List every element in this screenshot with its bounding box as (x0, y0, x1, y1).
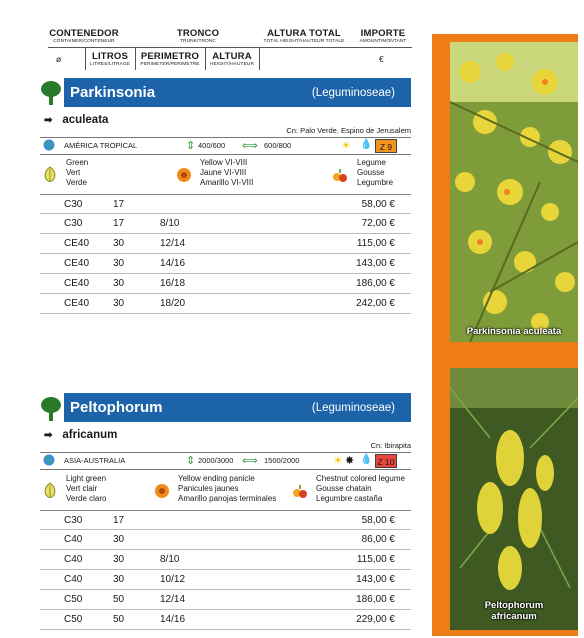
row-price: 115,00 € (356, 238, 395, 249)
column-header (48, 28, 412, 74)
row-litres: 30 (113, 554, 125, 565)
row-perimeter: 8/10 (160, 554, 180, 565)
header-contenedor-sub: CONTAINER/CONTENEUR (53, 39, 115, 44)
row-perimeter: 16/18 (160, 278, 186, 289)
row-container: CE40 (64, 238, 90, 249)
row-litres: 17 (113, 218, 125, 229)
row-litres: 30 (113, 534, 125, 545)
row-perimeter: 18/20 (160, 298, 186, 309)
half-shade-icon: ✸ (345, 455, 355, 467)
arrow-right-icon: ➡ (44, 429, 53, 441)
row-price: 143,00 € (356, 258, 395, 269)
width-range: 600/800 (264, 141, 292, 150)
common-name: Cn: Ibirapita (370, 441, 411, 450)
row-container: CE40 (64, 298, 90, 309)
tree-icon (40, 396, 62, 422)
table-row (40, 254, 411, 274)
diameter-symbol: ø (56, 54, 62, 64)
header-litros: LITROS (91, 51, 129, 62)
row-price: 86,00 € (361, 534, 395, 545)
table-row (40, 530, 411, 550)
fruit-en: Legume (357, 158, 386, 167)
photo-caption-line2: africanum (491, 611, 537, 622)
flower-icon (154, 483, 170, 502)
flower-fr: Jaune VI-VIII (200, 168, 247, 177)
row-price: 58,00 € (361, 515, 395, 526)
species-line (44, 429, 117, 441)
fruit-en: Chestnut colored legume (316, 474, 405, 483)
flower-es: Amarillo panojas terminales (178, 494, 277, 503)
photo-strip (432, 34, 578, 636)
water-drop-icon: 💧 (360, 454, 373, 465)
header-altura: ALTURA (212, 51, 252, 62)
header-perimetro-sub: PERIMETER/PERIMETRE (140, 62, 200, 67)
flower-icon (176, 167, 192, 186)
section-bar-parkinsonia (64, 78, 411, 107)
row-price: 186,00 € (356, 594, 395, 605)
zone-badge: Z 10 (375, 454, 397, 468)
row-container: C50 (64, 614, 83, 625)
row-container: C40 (64, 534, 83, 545)
row-litres: 30 (113, 238, 125, 249)
table-row (40, 550, 411, 570)
photo-caption: Parkinsonia aculeata (466, 326, 562, 337)
row-perimeter: 12/14 (160, 594, 186, 605)
row-container: C40 (64, 574, 83, 585)
genus-name: Parkinsonia (70, 84, 156, 101)
row-perimeter: 10/12 (160, 574, 186, 585)
origin: ASIA-AUSTRALIA (64, 456, 126, 465)
leaf-fr: Vert clair (66, 484, 98, 493)
row-litres: 50 (113, 594, 125, 605)
row-container: C30 (64, 218, 83, 229)
height-range: 400/600 (198, 141, 226, 150)
water-drop-icon: 💧 (360, 139, 373, 150)
arrow-right-icon: ➡ (44, 114, 53, 126)
characteristics (40, 158, 411, 192)
header-altura-total-sub: TOTAL HEIGHT/HAUTEUR TOTALE (263, 39, 345, 44)
family-name: (Leguminoseae) (311, 401, 395, 414)
table-row (40, 274, 411, 294)
table-row (40, 590, 411, 610)
characteristics (40, 474, 411, 508)
flower-fr: Panicules jaunes (178, 484, 239, 493)
row-litres: 30 (113, 298, 125, 309)
height-range: 2000/3000 (198, 456, 234, 465)
photo-caption (450, 600, 578, 622)
sun-icon: ☀ (333, 455, 343, 467)
row-container: C50 (64, 594, 83, 605)
zone-badge: Z 9 (375, 139, 397, 153)
header-importe-sub: AMOUNT/MONTANT (359, 39, 407, 44)
genus-name: Peltophorum (70, 399, 163, 416)
row-price: 242,00 € (356, 298, 395, 309)
height-arrow-icon: ⇕ (186, 455, 196, 467)
table-row (40, 570, 411, 590)
row-perimeter: 8/10 (160, 218, 180, 229)
row-price: 186,00 € (356, 278, 395, 289)
leaf-icon (43, 166, 57, 187)
header-rule (48, 47, 412, 48)
fruit-icon (332, 167, 348, 186)
globe-icon (43, 139, 55, 153)
header-tronco-sub: TRUNK/TRONC (179, 39, 216, 44)
sun-icon: ☀ (341, 140, 351, 152)
family-name: (Leguminoseae) (311, 86, 395, 99)
tree-icon (40, 80, 62, 106)
leaf-es: Verde claro (66, 494, 107, 503)
photo-caption-line1: Peltophorum (484, 600, 544, 611)
row-perimeter: 14/16 (160, 614, 186, 625)
header-altura-total: ALTURA TOTAL (267, 28, 341, 39)
table-row (40, 294, 411, 314)
photo-parkinsonia (450, 42, 578, 342)
table-row (40, 214, 411, 234)
leaf-icon (43, 482, 57, 503)
photo-peltophorum (450, 368, 578, 630)
flower-es: Amarillo VI-VIII (200, 178, 254, 187)
row-container: C30 (64, 515, 83, 526)
row-perimeter: 14/16 (160, 258, 186, 269)
row-container: C40 (64, 554, 83, 565)
leaf-en: Green (66, 158, 89, 167)
fruit-fr: Gousse chatain (316, 484, 372, 493)
row-container: CE40 (64, 258, 90, 269)
species-line (44, 114, 108, 126)
table-row (40, 234, 411, 254)
leaf-es: Verde (66, 178, 87, 187)
globe-icon (43, 454, 55, 468)
common-name: Cn: Palo Verde. Espino de Jerusalem (286, 126, 411, 135)
width-arrow-icon: ⟺ (242, 455, 258, 467)
flower-en: Yellow VI-VIII (200, 158, 248, 167)
header-divider (259, 48, 260, 70)
row-container: C30 (64, 199, 83, 210)
row-container: CE40 (64, 278, 90, 289)
row-litres: 30 (113, 278, 125, 289)
flower-en: Yellow ending panicle (178, 474, 255, 483)
table-row (40, 610, 411, 630)
row-litres: 17 (113, 515, 125, 526)
row-price: 143,00 € (356, 574, 395, 585)
fruit-fr: Gousse (357, 168, 385, 177)
height-arrow-icon: ⇕ (186, 140, 196, 152)
table-row (40, 194, 411, 214)
width-arrow-icon: ⟺ (242, 140, 258, 152)
fruit-es: Legumbre castaña (316, 494, 383, 503)
leaf-en: Light green (66, 474, 107, 483)
header-perimetro: PERIMETRO (140, 51, 200, 62)
header-tronco: TRONCO (176, 28, 220, 39)
origin: AMÉRICA TROPICAL (64, 141, 138, 150)
table-row (40, 510, 411, 530)
section-bar-peltophorum (64, 393, 411, 422)
fruit-es: Legumbre (357, 178, 394, 187)
header-contenedor: CONTENEDOR (49, 28, 119, 39)
header-importe: IMPORTE (360, 28, 406, 39)
row-perimeter: 12/14 (160, 238, 186, 249)
width-range: 1500/2000 (264, 456, 300, 465)
info-row (40, 452, 411, 470)
row-litres: 30 (113, 258, 125, 269)
header-litros-sub: LITRES/LITRAGE (89, 62, 131, 67)
row-price: 72,00 € (361, 218, 395, 229)
row-price: 115,00 € (356, 554, 395, 565)
row-litres: 50 (113, 614, 125, 625)
row-litres: 17 (113, 199, 125, 210)
fruit-icon (292, 483, 308, 502)
currency-symbol: € (379, 54, 384, 64)
leaf-fr: Vert (66, 168, 81, 177)
row-litres: 30 (113, 574, 125, 585)
info-row (40, 137, 411, 155)
row-price: 58,00 € (361, 199, 395, 210)
header-altura-sub: HEIGHT/HAUTEUR (209, 62, 255, 67)
species-name: aculeata (62, 114, 109, 126)
species-name: africanum (62, 429, 118, 441)
row-price: 229,00 € (356, 614, 395, 625)
